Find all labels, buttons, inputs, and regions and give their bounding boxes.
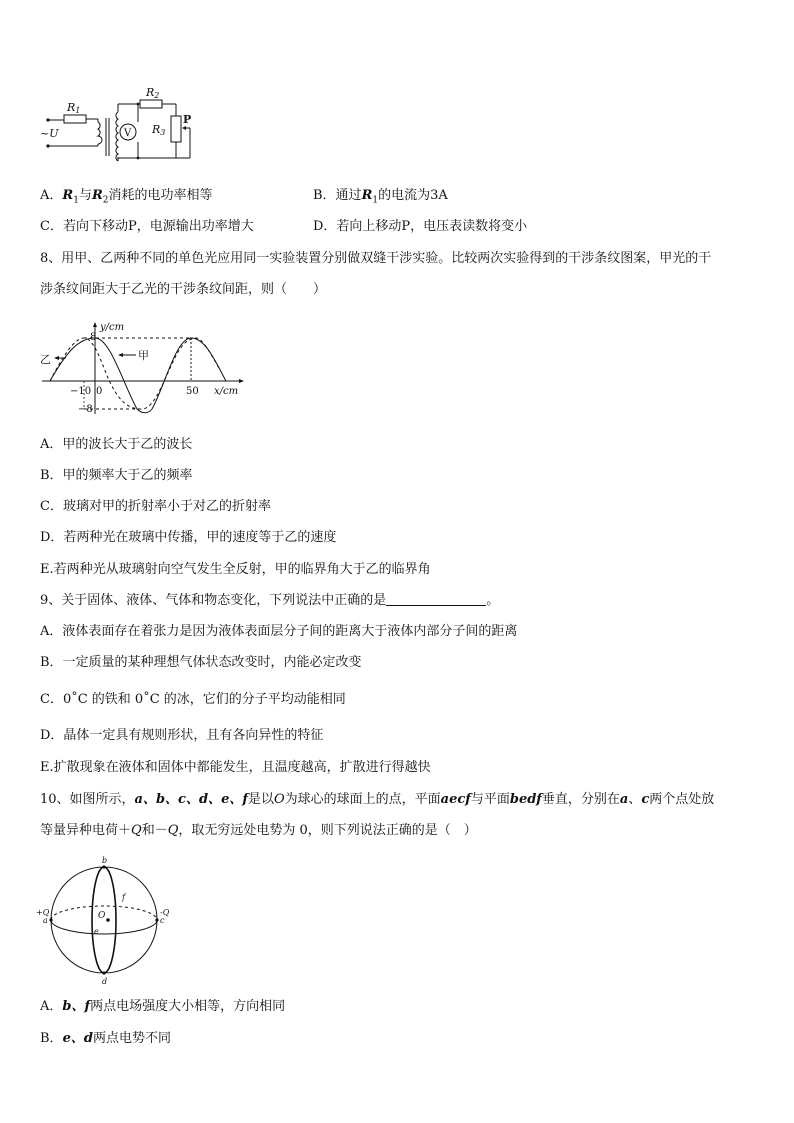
r2-label: R2 [146,86,160,100]
q10-stem-line1: 10、如图所示，a、b、c、d、e、f是以O为球心的球面上的点，平面aecf与平面bedf垂直，分别在a、c两个点处放 [40,792,715,807]
q8-option-d: D．若两种光在玻璃中传播，甲的速度等于乙的速度 [40,530,337,545]
center-o-label: O [98,911,106,921]
q7-option-a: A．$R_1$与$R_2$消耗的电功率相等 [40,188,213,206]
y-axis-label: y/cm [100,322,125,333]
q10-option-b: B．e、d两点电势不同 [40,1031,171,1046]
point-a-label: a [43,916,48,925]
q7-option-d: D．若向上移动P，电压表读数将变小 [313,219,528,234]
point-d-label: d [102,977,108,986]
r1-label: R1 [67,101,81,115]
transformer-circuit-figure [40,86,210,162]
slider-p-label: P [183,113,192,126]
point-c-label: c [160,916,165,925]
point-f-label: f [122,893,125,902]
x-tick-0: 0 [96,386,103,397]
r3-label: R3 [152,123,166,137]
label-jia: 甲 [138,349,149,362]
x-axis-label: x/cm [214,386,239,397]
x-tick-50: 50 [186,386,199,397]
q9-option-a: A．液体表面存在着张力是因为液体表面层分子间的距离大于液体内部分子间的距离 [40,624,518,639]
q9-option-d: D．晶体一定具有规则形状，且有各向异性的特征 [40,728,324,743]
point-e-label: e [94,927,99,936]
q9-option-c: C．0˚C 的铁和 0˚C 的冰，它们的分子平均动能相同 [40,692,346,707]
plus-q-label: +Q [36,908,50,917]
x-tick-neg10: −10 [70,386,92,397]
voltmeter-label: V [124,128,132,139]
label-yi: 乙 [40,353,51,366]
q7-option-c: C．若向下移动P，电源输出功率增大 [40,219,254,234]
sphere-figure [36,852,186,992]
q10-stem-line2: 等量异种电荷＋Q和－Q，取无穷远处电势为 0，则下列说法正确的是（ ） [40,823,477,838]
q9-option-e: E.扩散现象在液体和固体中都能发生，且温度越高，扩散进行得越快 [40,760,431,775]
q10-option-a: A．b、f两点电场强度大小相等，方向相同 [40,999,286,1014]
q9-option-b: B．一定质量的某种理想气体状态改变时，内能必定改变 [40,655,362,670]
q8-stem-line2: 涉条纹间距大于乙光的干涉条纹间距，则（ ） [40,282,327,297]
q8-stem-line1: 8、用甲、乙两种不同的单色光应用同一实验装置分别做双缝干涉实验。比较两次实验得到的干涉条纹图案，甲光的干 [40,251,712,266]
minus-q-label: -Q [160,908,170,917]
y-tick-bottom: −8 [78,404,93,415]
source-label: ~U [40,127,59,140]
wave-graph-figure [38,318,248,418]
q8-option-c: C．玻璃对甲的折射率小于对乙的折射率 [40,499,271,514]
q7-option-b: B．通过$R_1$的电流为3A [313,188,448,206]
q8-option-e: E.若两种光从玻璃射向空气发生全反射，甲的临界角大于乙的临界角 [40,562,431,577]
point-b-label: b [102,856,108,865]
q8-option-b: B．甲的频率大于乙的频率 [40,468,193,483]
y-tick-top: 8 [90,332,97,343]
q8-option-a: A．甲的波长大于乙的波长 [40,437,193,452]
q9-answer-blank [386,593,486,606]
q9-stem: 9、关于固体、液体、气体和物态变化，下列说法中正确的是 。 [40,593,500,608]
